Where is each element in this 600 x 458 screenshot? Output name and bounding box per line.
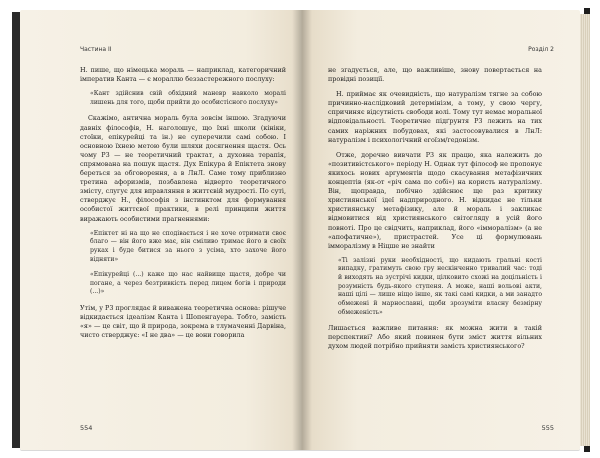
paragraph: Отже, доречно вивчати Р3 як працю, яка належить до «позитивістського» періоду Н. Однак тут філософ не пропонує якихось нових аргументів щодо скасування метафізичних концептів (як-от «річ сама по собі») на користь натуралізму. Він, щоправда, побічно здійснює ще раз критику християнської ідеї надприродного. Н. відкидає не тільки християнську метафізику, але й мораль і закликає відмовитися від християнського світогляду в усій його повноті. Про це свідчить, наприклад, його «імморалізм» (а не «апофатичне»), пристрастей. Усе ці формулювань імморалізму в Ніцше не знайти bbox=[328, 150, 542, 250]
open-book bbox=[12, 10, 590, 450]
quotation: «Кант здійснив свій обхідний маневр навколо моралі лишень для того, щоби прийти до особистісного послуху» bbox=[90, 90, 286, 106]
right-page bbox=[302, 10, 580, 450]
running-head-right: Розділ 2 bbox=[528, 46, 554, 53]
quotation: «Епікурейці (...) каже що нас найвище щастя, добре чи погане, а через безтривкість перед лицем богів і природи (...)» bbox=[90, 271, 286, 296]
paragraph: Утім, у Р3 проглядає й виважена теоретична основа: рішуче відкидається ідеалізм Канта і Шопенгауера. Тобто, замість «я» — це світ, що й природа, зокрема в тлумаченні Дарвіна, чисто стверджує: «І не два» — це вони говорила bbox=[80, 304, 286, 340]
paragraph: Н. пише, що німецька мораль — наприклад, категоричний імператив Канта — є мораллю беззастережного послуху: bbox=[80, 66, 286, 84]
left-page-text bbox=[80, 66, 286, 346]
page-stack-edge bbox=[580, 14, 590, 446]
paragraph: Скажімо, антична мораль була зовсім іншою. Згадуючи давніх філософів, Н. наголошує, що їхні школи (кініки, стоїки, епікурейці та ін.) не суперечили самі собою. І основною їхнею метою були шляхи досягнення щастя. Ось чому Р3 — не теоретичний трактат, а духовна терапія, спрямована на пошук щастя. Дух Епікура й Епіктета знову береться за обговорення, а в ЛнЛ. Саме тому приблизно третина афоризмів, позбавлена відверто теоретичного змісту, слугує для вправляння в життєвій мудрості. По суті, стверджує Н., філософія з інстинктом для формування особистої життєвої практики, в релі принципи життя виражають особистими прагненнями: bbox=[80, 114, 286, 223]
running-head-left: Частина II bbox=[80, 46, 112, 53]
page-number-right: 555 bbox=[541, 424, 554, 432]
paragraph: Лишається важливе питання: як можна жити в такій перспективі? Або який повинен бути зміст життя вільних духом людей потрібно прийняти замість християнського? bbox=[328, 324, 542, 351]
quotation: «Ті залізні руки необхідності, що кидають гральні кості випадку, гратимуть свою гру нескінченно тривалий час: тоді й виходять на зустрічі кидки, цілковито схожі на доцільність і розумність будь-якого ступеня. А може, наші вольові акти, наші цілі — лише ніщо інше, як такі самі кидки, а ми занадто обмежені й марнославні, щоби зрозуміти власну безмірну обмеженість» bbox=[338, 256, 542, 316]
paragraph: Н. приймає як очевидність, що натуралізм тягне за собою причинно-наслідковий детермінізм, а тому, у свою чергу, спричиняє відсутність свободи волі. Тому тут немає моральної відповідальності. Теоретичне підґрунтя Р3 лежить на тих самих наріжних побудовах, які застосовувалися в ЛнЛ: натуралізм і психологічний егоїзм/гедонізм. bbox=[328, 90, 542, 144]
quotation: «Епіктет ні на що не сподівається і не хоче отримати своє благо — він його вже має, він сміливо тримає його в своїх руках і буде битися за нього з усіма, хто захоче його відняти» bbox=[90, 229, 286, 263]
left-page bbox=[20, 10, 302, 450]
book-gutter bbox=[292, 10, 312, 450]
paragraph: не згадується, але, що важливіше, знову повертається на провідні позиції. bbox=[328, 66, 542, 84]
right-page-text bbox=[328, 66, 542, 358]
page-number-left: 554 bbox=[80, 424, 93, 432]
